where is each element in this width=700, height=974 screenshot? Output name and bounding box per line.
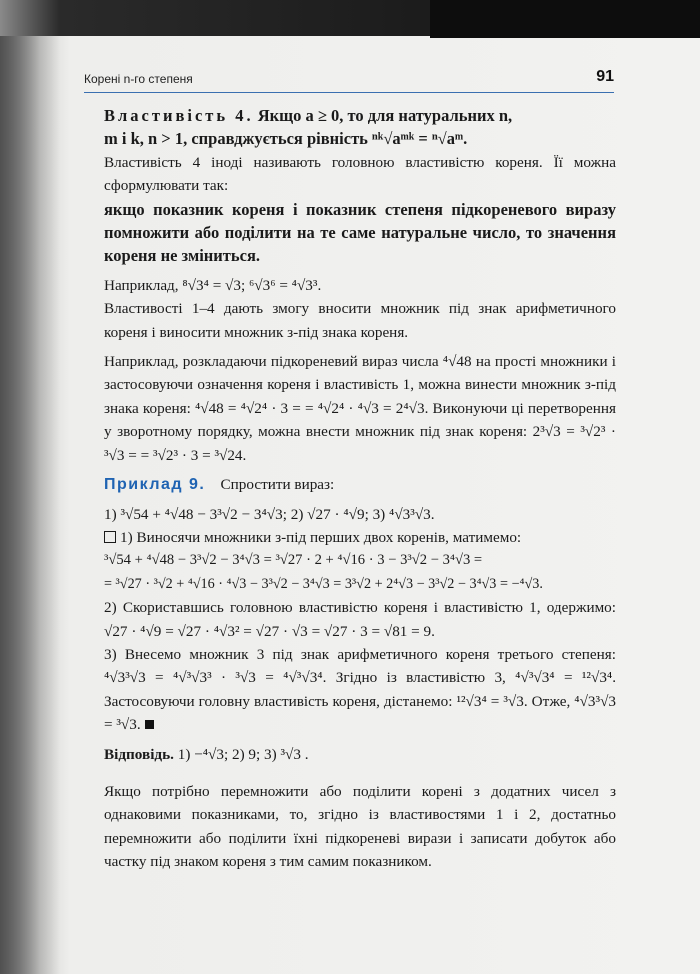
property-label: Властивість 4. [104, 106, 254, 125]
end-of-proof-square-icon [145, 720, 154, 729]
answer-label: Відповідь. [104, 745, 174, 763]
property-statement [104, 104, 616, 127]
example-intro: Наприклад, ⁸√3⁴ = √3; ⁶√3⁶ = ⁴√3³. [104, 276, 322, 294]
paragraph-final: Якщо потрібно перемножити або поділити корені з додатних чисел з однаковими показниками, то, згідно із властивостями 1 і 2, достатньо перемножити або поділити їхні підкореневі вирази і записати добуток або частку під знаком кореня з тим самим показником. [104, 782, 616, 871]
top-dark-strip-notch [430, 0, 700, 38]
answer-line [104, 743, 616, 766]
solution-1-line1: ³√54 + ⁴√48 − 3³√2 − 3⁴√3 = ³√27 · 2 + ⁴√16 · 3 − 3³√2 − 3⁴√3 = [104, 552, 483, 569]
page-number: 91 [596, 68, 614, 85]
running-title: Корені n-го степеня [84, 72, 193, 86]
paragraph-properties: Властивості 1–4 дають змогу вносити множник під знак арифметичного кореня і виносити множник з-під знака кореня. [104, 300, 616, 341]
property-statement-line2 [104, 127, 616, 150]
property-text-line1: Якщо a ≥ 0, то для натуральних n, [257, 106, 513, 125]
solution-1-line2: = ³√27 · ³√2 + ⁴√16 · ⁴√3 − 3³√2 − 3⁴√3 = 3³√2 + 2⁴√3 − 3³√2 − 3⁴√3 = −⁴√3. [104, 575, 543, 592]
page-content [104, 104, 616, 874]
example-9-task: Спростити вираз: [220, 476, 335, 494]
solution-3 [104, 643, 616, 737]
property-text-line2: m і k, n > 1, справджується рівність ⁿᵏ√aᵐᵏ = ⁿ√aᵐ. [104, 129, 468, 149]
solution-box-icon [104, 531, 116, 543]
solution-1-intro [104, 526, 616, 549]
example-9-label: Приклад 9. [104, 476, 206, 494]
page-header [84, 66, 614, 93]
binding-shadow [0, 36, 60, 974]
answer-text: 1) −⁴√3; 2) 9; 3) ³√3 . [177, 745, 309, 763]
solution-3-text: 3) Внесемо множник 3 під знак арифметичного кореня третього степеня: ⁴√3³√3 = ⁴√³√3³ · ³√3 = ⁴√³√3⁴. Згідно із властивістю 3, ⁴√³√3⁴ = ¹²√3⁴. Застосовуючи головну властивість кореня, дістанемо: ¹²√3⁴ = ³√3. Отже, ⁴√3³√3 = ³√3. [104, 645, 616, 734]
paragraph-example-48: Наприклад, розкладаючи підкореневий вираз числа ⁴√48 на прості множники і застосовуючи означення кореня і властивість 1, можна винести множник з-під знака кореня: ⁴√48 = ⁴√2⁴ · 3 = = ⁴√2⁴ · ⁴√3 = 2⁴√3. Виконуючи ці перетворення у зворотному порядку, можна внести множник під знак кореня: 2³√3 = ³√2³ · ³√3 = = ³√2³ · 3 = ³√24. [104, 353, 616, 464]
example-9-heading [104, 473, 616, 496]
example-9-items: 1) ³√54 + ⁴√48 − 3³√2 − 3⁴√3; 2) √27 · ⁴√9; 3) ⁴√3³√3. [104, 505, 435, 523]
solution-2: 2) Скориставшись головною властивістю кореня і властивістю 1, одержимо: √27 · ⁴√9 = √27 · ⁴√3² = √27 · √3 = √27 · 3 = √81 = 9. [104, 599, 616, 640]
solution-1-intro-text: 1) Виносячи множники з-під перших двох коренів, матимемо: [120, 528, 522, 546]
rule-statement: якщо показник кореня і показник степеня підкореневого виразу помножити або поділити на те саме натуральне число, то значення кореня не зміниться. [104, 199, 616, 266]
paragraph-main-property: Властивість 4 іноді називають головною властивістю кореня. Її можна сформулювати так: [104, 153, 616, 195]
